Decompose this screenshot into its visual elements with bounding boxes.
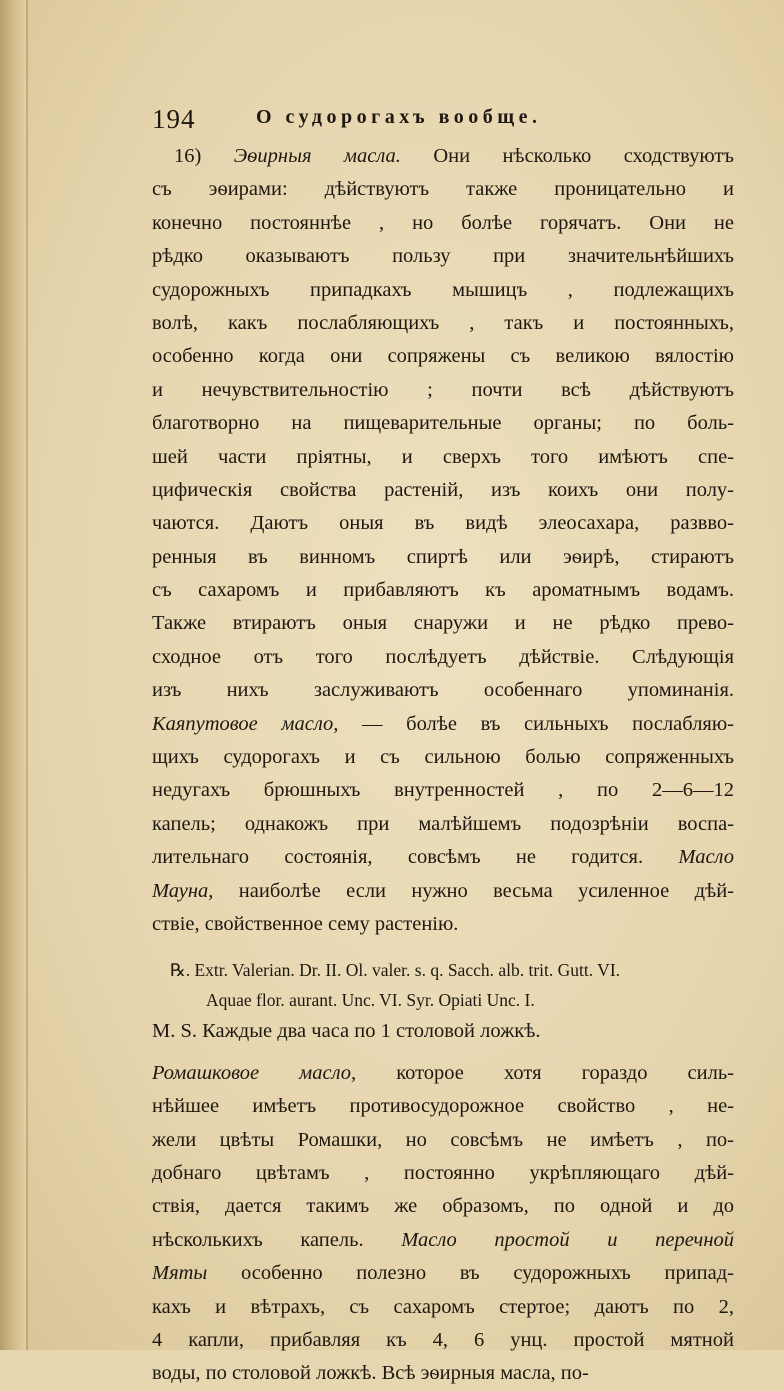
text-segment: 4 капли, прибавляя къ 4, 6 унц. простой мятной xyxy=(152,1328,734,1351)
text-line xyxy=(152,1291,734,1324)
text-line xyxy=(152,507,734,540)
text-line xyxy=(152,340,734,373)
text-line xyxy=(152,441,734,474)
text-line xyxy=(152,1057,734,1090)
text-segment: нѣйшее имѣетъ противосудорожное свойство , не- xyxy=(152,1095,734,1118)
text-segment: щихъ судорогахъ и съ сильною болью сопряженныхъ xyxy=(152,746,734,769)
text-line xyxy=(152,1257,734,1290)
italic-term: Ромашковое масло, xyxy=(152,1061,357,1084)
text-line xyxy=(152,808,734,841)
text-line xyxy=(152,1190,734,1223)
text-line xyxy=(152,574,734,607)
text-line xyxy=(152,1357,734,1390)
text-segment: Также втираютъ оныя снаружи и не рѣдко прево- xyxy=(152,612,734,635)
italic-term: Масло xyxy=(678,846,734,869)
text-line xyxy=(152,741,734,774)
text-line xyxy=(152,1324,734,1357)
italic-term: Мяты xyxy=(152,1262,208,1285)
text-segment: воды, по столовой ложкѣ. Всѣ эѳирныя масла, по- xyxy=(152,1362,589,1385)
text-segment: судорожныхъ припадкахъ мышицъ , подлежащихъ xyxy=(152,278,734,301)
text-segment: чаются. Даютъ оныя въ видѣ элеосахара, развво- xyxy=(152,512,734,535)
text-segment: недугахъ брюшныхъ внутренностей , по 2—6—12 xyxy=(152,779,734,802)
text-line xyxy=(152,875,734,908)
paragraph-essential-oils xyxy=(152,140,734,941)
text-segment: особенно полезно въ судорожныхъ припад- xyxy=(207,1262,734,1285)
page-header xyxy=(152,100,732,140)
text-segment: сходное отъ того послѣдуетъ дѣйствіе. Слѣдующія xyxy=(152,645,734,668)
text-line xyxy=(152,908,734,941)
text-segment: добнаго цвѣтамъ , постоянно укрѣпляющаго дѣй- xyxy=(152,1161,734,1184)
italic-term: Эѳирныя масла. xyxy=(233,145,401,167)
text-segment: съ эѳирами: дѣйствуютъ также проницательно и xyxy=(152,178,734,201)
text-line xyxy=(152,841,734,874)
text-line xyxy=(152,140,734,173)
text-segment: Они нѣсколько сходствуютъ xyxy=(400,145,734,167)
text-line xyxy=(152,274,734,307)
text-segment: жели цвѣты Ромашки, но совсѣмъ не имѣетъ , по- xyxy=(152,1128,734,1151)
text-line xyxy=(152,474,734,507)
text-segment: волѣ, какъ послабляющихъ , такъ и постоянныхъ, xyxy=(152,311,734,334)
text-segment: шей части пріятны, и сверхъ того имѣютъ спе- xyxy=(152,445,734,468)
text-line xyxy=(152,1157,734,1190)
text-segment: нѣсколькихъ капель. xyxy=(152,1228,402,1251)
text-line xyxy=(152,674,734,707)
text-line xyxy=(152,641,734,674)
text-segment: особенно когда они сопряжены съ великою вялостію xyxy=(152,345,734,368)
text-segment: рѣдко оказываютъ пользу при значительнѣйшихъ xyxy=(152,245,734,268)
italic-term: Масло простой и перечной xyxy=(401,1228,734,1251)
page-number: 194 xyxy=(152,104,196,134)
text-segment: ствіе, свойственное сему растенію. xyxy=(152,912,459,935)
text-line xyxy=(152,1124,734,1157)
italic-term: Каяпутовое масло, xyxy=(152,712,339,735)
text-segment: кахъ и вѣтрахъ, съ сахаромъ стертое; даютъ по 2, xyxy=(152,1295,734,1318)
recipe-line-1: ℞. Extr. Valerian. Dr. II. Ol. valer. s. q. Sacch. alb. trit. Gutt. VI. xyxy=(170,960,621,981)
text-line xyxy=(152,774,734,807)
text-segment: — болѣе въ сильныхъ послабляю- xyxy=(338,712,734,735)
page-binding-edge xyxy=(0,0,26,1350)
text-line xyxy=(152,173,734,206)
text-line xyxy=(152,1090,734,1123)
text-segment: благотворно на пищеварительные органы; по боль- xyxy=(152,412,734,435)
text-line xyxy=(152,374,734,407)
text-line xyxy=(152,708,734,741)
text-segment: лительнаго состоянія, совсѣмъ не годится. xyxy=(152,846,679,869)
text-line xyxy=(152,407,734,440)
page-edge-line xyxy=(26,0,28,1350)
body-text xyxy=(152,140,734,1391)
recipe-line-2: Aquae flor. aurant. Unc. VI. Syr. Opiati Unc. I. xyxy=(206,990,535,1011)
text-segment: ствія, дается такимъ же образомъ, по одной и до xyxy=(152,1195,734,1218)
paragraph-chamomile-oil xyxy=(152,1057,734,1391)
text-segment: изъ нихъ заслуживаютъ особеннаго упоминанія. xyxy=(152,679,734,702)
text-segment: и нечувствительностію ; почти всѣ дѣйствуютъ xyxy=(152,378,734,401)
running-title: О судорогахъ вообще. xyxy=(256,106,542,128)
text-line xyxy=(152,240,734,273)
text-segment: которое хотя гораздо силь- xyxy=(356,1061,735,1084)
text-segment: капель; однакожъ при малѣйшемъ подозрѣніи воспа- xyxy=(152,812,734,835)
recipe-signa: M. S. Каждые два часа по 1 столовой ложкѣ. xyxy=(152,1020,541,1043)
text-line xyxy=(152,1224,734,1257)
text-segment: наиболѣе если нужно весьма усиленное дѣй- xyxy=(213,879,734,902)
text-segment: конечно постояннѣе , но болѣе горячатъ. Они не xyxy=(152,211,734,234)
text-segment: 16) xyxy=(174,145,234,167)
text-segment: съ сахаромъ и прибавляютъ къ ароматнымъ водамъ. xyxy=(152,579,734,602)
text-line xyxy=(152,207,734,240)
italic-term: Мауна, xyxy=(152,879,214,902)
text-segment: цифическія свойства растеній, изъ коихъ они полу- xyxy=(152,478,734,501)
text-line xyxy=(152,307,734,340)
text-segment: ренныя въ винномъ спиртѣ или эѳирѣ, стираютъ xyxy=(152,545,734,568)
text-line xyxy=(152,541,734,574)
text-line xyxy=(152,607,734,640)
